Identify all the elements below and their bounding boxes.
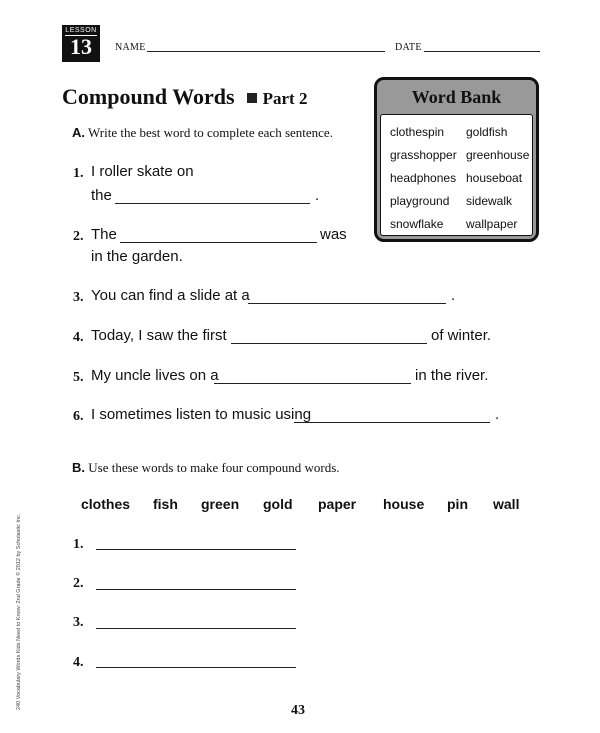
word-option: clothes (81, 496, 131, 512)
lesson-number: 13 (65, 35, 97, 58)
sentence-text: I roller skate on (91, 163, 194, 180)
word-option: paper (318, 496, 357, 512)
name-field[interactable] (147, 51, 385, 52)
sentence-text: in the river. (415, 367, 489, 384)
page-number: 43 (291, 703, 305, 718)
word-option: house (383, 496, 425, 512)
item-number: 4. (73, 330, 84, 345)
compound-number: 1. (73, 537, 84, 552)
word-option: pin (447, 496, 468, 512)
item-number: 6. (73, 409, 84, 424)
compound-blank-2[interactable] (96, 589, 296, 590)
title-main: Compound Words (62, 84, 235, 109)
word-bank-item: snowflake (390, 217, 444, 231)
word-bank-item: greenhouse (466, 148, 530, 162)
answer-blank-1[interactable] (115, 203, 310, 204)
section-a-instruction (72, 125, 333, 141)
compound-number: 3. (73, 615, 84, 630)
sentence-text: . (495, 406, 500, 423)
sentence-text: was (320, 226, 347, 243)
date-field[interactable] (424, 51, 540, 52)
compound-blank-1[interactable] (96, 549, 296, 550)
compound-blank-3[interactable] (96, 628, 296, 629)
copyright-notice: 240 Vocabulary Words Kids Need to Know: 2nd Grade © 2012 by Scholastic Inc. (16, 513, 22, 710)
word-bank-item: goldfish (466, 125, 508, 139)
answer-blank-6[interactable] (294, 422, 490, 423)
word-bank-item: playground (390, 194, 450, 208)
sentence-text: My uncle lives on a (91, 367, 219, 384)
date-label: DATE (395, 42, 422, 53)
compound-number: 4. (73, 655, 84, 670)
word-bank-item: houseboat (466, 171, 523, 185)
section-b-letter: B. (72, 460, 85, 475)
lesson-badge (62, 25, 100, 62)
answer-blank-5[interactable] (214, 383, 411, 384)
word-bank-item: grasshopper (390, 148, 457, 162)
sentence-text: I sometimes listen to music using (91, 406, 312, 423)
word-bank-item: sidewalk (466, 194, 513, 208)
item-number: 5. (73, 370, 84, 385)
sentence-text: . (315, 187, 320, 204)
section-a-text: Write the best word to complete each sentence. (88, 125, 333, 140)
word-option: gold (263, 496, 293, 512)
item-number: 1. (73, 166, 84, 181)
sentence-text: in the garden. (91, 248, 183, 265)
item-number: 3. (73, 290, 84, 305)
sentence-text: The (91, 226, 117, 243)
word-bank-item: headphones (390, 171, 457, 185)
word-option: wall (493, 496, 520, 512)
compound-blank-4[interactable] (96, 667, 296, 668)
title-part: Part 2 (262, 89, 308, 108)
sentence-text: Today, I saw the first (91, 327, 227, 344)
name-label: NAME (115, 42, 146, 53)
answer-blank-2[interactable] (120, 242, 317, 243)
word-bank-title: Word Bank (411, 87, 502, 107)
item-number: 2. (73, 229, 84, 244)
sentence-text: the (91, 187, 112, 204)
section-a-letter: A. (72, 125, 85, 140)
square-bullet-icon (247, 93, 257, 103)
answer-blank-4[interactable] (231, 343, 427, 344)
section-b-text: Use these words to make four compound words. (88, 460, 340, 475)
word-bank-item: clothespin (390, 125, 445, 139)
sentence-text: . (451, 287, 456, 304)
word-option: green (201, 496, 240, 512)
word-bank-item: wallpaper (466, 217, 518, 231)
sentence-text: of winter. (431, 327, 492, 344)
lesson-label: LESSON (65, 27, 97, 34)
sentence-text: You can find a slide at a (91, 287, 250, 304)
compound-number: 2. (73, 576, 84, 591)
word-option: fish (153, 496, 178, 512)
section-b-instruction (72, 460, 340, 476)
page-title (62, 84, 307, 110)
word-bank (374, 77, 539, 242)
answer-blank-3[interactable] (248, 303, 446, 304)
word-bank-list (380, 114, 533, 236)
